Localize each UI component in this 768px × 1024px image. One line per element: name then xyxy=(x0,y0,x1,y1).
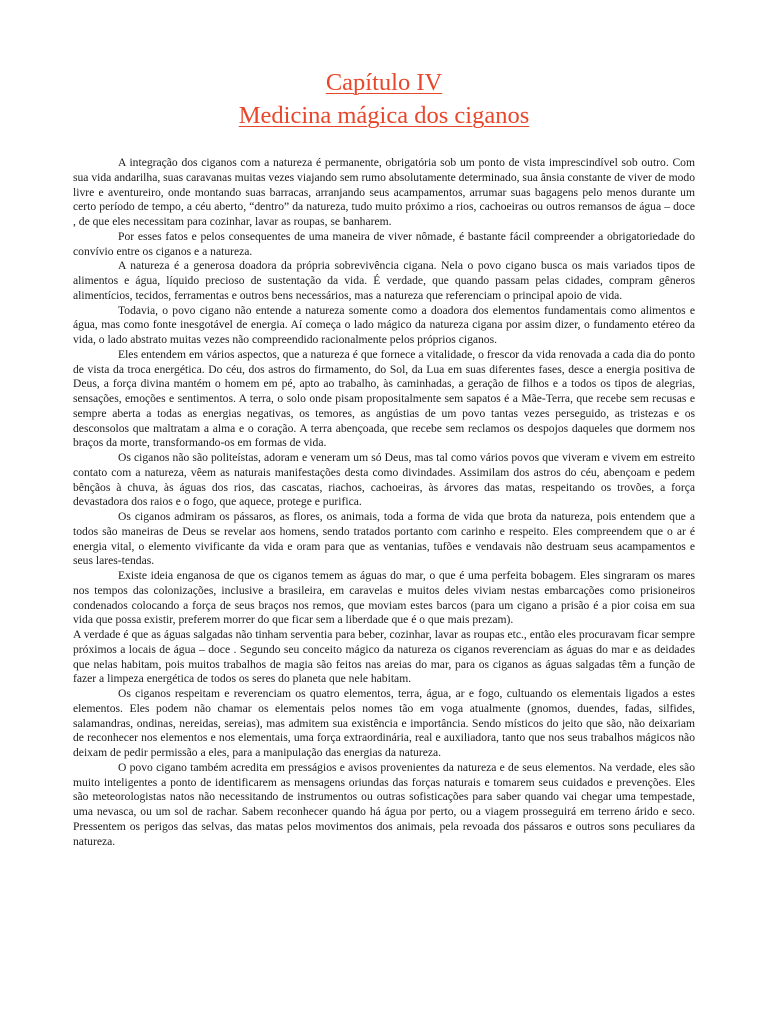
chapter-number: Capítulo IV xyxy=(325,69,443,96)
paragraph: Todavia, o povo cigano não entende a natureza somente como a doadora dos elementos fundamentais como alimentos e água, mas como fonte inesgotável de energia. Aí começa o lado mágico da natureza cigana por assim dizer, o fundamento etéreo da vida, o lado abstrato muitas vezes não compreendido racionalmente pelos próprios ciganos. xyxy=(73,303,695,346)
paragraph: Por esses fatos e pelos consequentes de uma maneira de viver nômade, é bastante fácil compreender a obrigatoriedade do convívio entre os ciganos e a natureza. xyxy=(73,229,695,258)
paragraph: Os ciganos admiram os pássaros, as flores, os animais, toda a forma de vida que brota da natureza, pois entendem que a todos são maneiras de Deus se revelar aos homens, sendo tratados portanto com carinho e respeito. Eles compreendem que o ar é energia vital, o elemento vivificante da vida e oram para que as ventanias, tufões e vendavais não destruam seus acampamentos e seus lares-tendas. xyxy=(73,510,695,568)
chapter-heading xyxy=(0,66,768,132)
paragraph: Os ciganos não são politeístas, adoram e veneram um só Deus, mas tal como vários povos que viveram e vivem em estreito contato com a natureza, vêem as naturais manifestações desta como divindades. Assimilam dos astros do céu, abençoam e pedem bênçãos à chuva, às águas dos rios, das cascatas, riachos, cachoeiras, às árvores das matas, respeitando os trovões, a força devastadora dos raios e o fogo, que aquece, protege e purifica. xyxy=(73,451,695,509)
paragraph: Eles entendem em vários aspectos, que a natureza é que fornece a vitalidade, o frescor da vida renovada a cada dia do ponto de vista da troca energética. Do céu, dos astros do firmamento, do Sol, da Lua em suas diferentes fases, desce a energia positiva de Deus, a força divina mantém o homem em pé, apto ao trabalho, às caminhadas, a geração de filhos e a todos os tipos de alegrias, sensações, emoções e sentimentos. A terra, o solo onde pisam propositalmente sem sapatos é a Mãe-Terra, que recebe sem recusas e sempre aberta a todas as energias negativas, os temores, as angústias de um povo tantas vezes perseguido, as tristezas e os desconsolos que maltratam a alma e o coração. A terra abençoada, que recebe sem reclamos os despojos daqueles que dormem nos braços da morte, transformando-os em formas de vida. xyxy=(73,347,695,450)
chapter-title: Medicina mágica dos ciganos xyxy=(238,102,530,129)
paragraph: Existe ideia enganosa de que os ciganos temem as águas do mar, o que é uma perfeita bobagem. Eles singraram os mares nos tempos das colonizações, inclusive a brasileira, em caravelas e muitos deles viviam nestas embarcações como prisioneiros condenados colocando a força de seus braços nos remos, que moviam estes barcos (para um cigano a prisão é a pior coisa em sua vida que possa existir, preferem morrer do que ficar sem a liberdade que é o que mais prezam). xyxy=(73,569,695,627)
paragraph: O povo cigano também acredita em presságios e avisos provenientes da natureza e de seus elementos. Na verdade, eles são muito inteligentes a ponto de identificarem as mensagens oriundas das forças naturais e tomarem seus cuidados e prevenções. Eles são meteorologistas natos não necessitando de instrumentos ou outras sofisticações para saber quando vai chegar uma tempestade, uma nevasca, ou um sol de rachar. Sabem reconhecer quando há água por perto, ou a viagem prosseguirá em terreno árido e seco. Pressentem os perigos das selvas, das matas pelos movimentos dos animais, pela revoada dos pássaros e outros sons peculiares da natureza. xyxy=(73,760,695,848)
chapter-body xyxy=(73,156,695,849)
paragraph: A verdade é que as águas salgadas não tinham serventia para beber, cozinhar, lavar as roupas etc., então eles procuravam ficar sempre próximos a locais de água – doce . Segundo seu conceito mágico da natureza os ciganos reverenciam as águas do mar e as deidades que nelas habitam, pois muitos trabalhos de magia são feitos nas areias do mar, para os ciganos as águas salgadas têm a função de fazer a limpeza energética de todos os seres do planeta que nele habitam. xyxy=(73,628,695,686)
paragraph: A integração dos ciganos com a natureza é permanente, obrigatória sob um ponto de vista imprescindível sob outro. Com sua vida andarilha, suas caravanas muitas vezes viajando sem rumo absolutamente determinado, sua ânsia constante de viver de modo livre e aventureiro, onde montando suas barracas, arranjando seus acampamentos, arrumar suas bagagens pelo menos durante um certo período de tempo, a céu aberto, “dentro” da natureza, tudo muito próximo a rios, cachoeiras ou outros remansos de água – doce , de que eles necessitam para cozinhar, lavar as roupas, se banharem. xyxy=(73,156,695,228)
paragraph: Os ciganos respeitam e reverenciam os quatro elementos, terra, água, ar e fogo, cultuando os elementais ligados a estes elementos. Eles podem não chamar os elementais pelos nomes tão em voga atualmente (gnomos, duendes, fadas, silfides, salamandras, ondinas, nereidas, sereias), mas admitem sua existência e importância. Sendo místicos do jeito que são, não deixariam de reconhecer nos elementos e nos elementais, uma força extraordinária, real e auxiliadora, tanto que nos seus trabalhos mágicos não deixam de pedir permissão a eles, para a manipulação das energias da natureza. xyxy=(73,687,695,759)
paragraph: A natureza é a generosa doadora da própria sobrevivência cigana. Nela o povo cigano busca os mais variados tipos de alimentos e água, líquido precioso de sustentação da vida. É verdade, que quando passam pelas cidades, compram gêneros alimentícios, tecidos, ferramentas e outros bens necessários, mas a natureza que referenciam o principal apoio de vida. xyxy=(73,259,695,302)
